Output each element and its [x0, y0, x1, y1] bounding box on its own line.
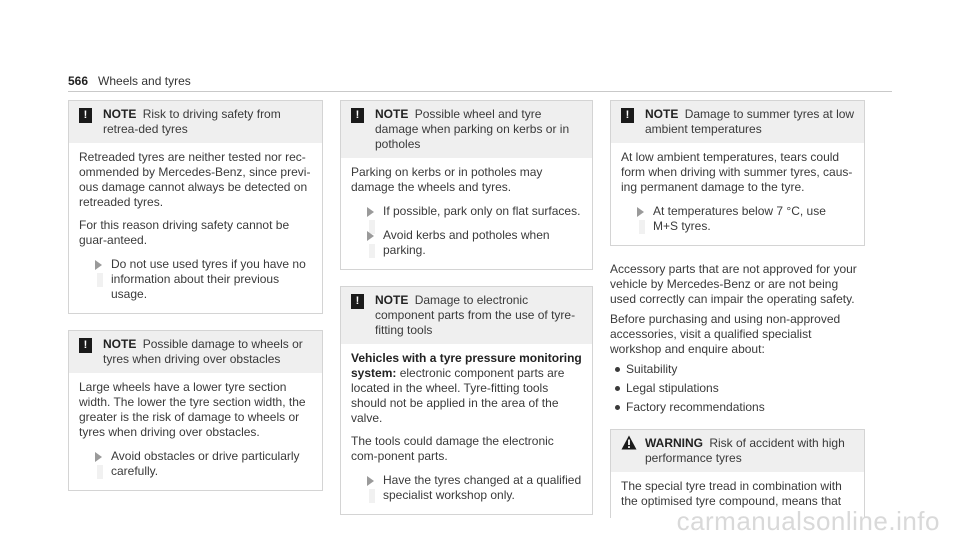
body-paragraph: Accessory parts that are not approved for your vehicle by Mercedes-Benz or are not being used correctly can impair the operating safety. — [610, 262, 857, 306]
instruction-step — [351, 204, 582, 219]
step-text: Have the tyres changed at a qualified specialist workshop only. — [383, 473, 582, 502]
list-item-text: Suitability — [626, 362, 678, 376]
vehicle-condition-label: Vehicles with a tyre pressure monitoring system: — [351, 351, 582, 380]
page-number: 566 — [68, 74, 89, 88]
step-marker — [369, 489, 375, 503]
note-title: Possible wheel and tyre damage when parking on kerbs or in potholes — [375, 107, 570, 151]
arrow-right-icon — [637, 207, 644, 217]
warning-triangle-icon — [621, 435, 637, 450]
note-label: NOTE — [375, 293, 409, 307]
instruction-step — [351, 473, 582, 503]
step-text: If possible, park only on flat surfaces. — [383, 204, 581, 218]
watermark: carmanualsonline.info — [676, 506, 940, 536]
note-label: NOTE — [375, 107, 409, 121]
instruction-step — [79, 257, 312, 302]
note-header — [341, 287, 592, 344]
list-item — [610, 381, 865, 396]
warning-title: Risk of accident with high performance tyres — [645, 436, 845, 465]
note-header — [69, 331, 322, 373]
note-title: Risk to driving safety from retrea-ded tyres — [103, 107, 281, 136]
bullet-icon — [615, 367, 620, 372]
note-label: NOTE — [103, 337, 137, 351]
note-paragraph: For this reason driving safety cannot be guar-anteed. — [79, 218, 290, 247]
note-paragraph: The tools could damage the electronic com-ponent parts. — [351, 434, 554, 463]
list-item — [610, 362, 865, 377]
warning-label: WARNING — [645, 436, 703, 450]
note-body — [611, 143, 864, 245]
note-body — [69, 143, 322, 313]
step-text: Avoid obstacles or drive particularly carefully. — [111, 449, 300, 478]
step-marker — [639, 220, 645, 234]
enquiry-list — [610, 362, 865, 415]
page-header — [68, 74, 191, 89]
bullet-icon — [615, 405, 620, 410]
list-item — [610, 400, 865, 415]
note-summer-tyres — [610, 100, 865, 246]
exclamation-icon: ! — [79, 338, 92, 353]
step-text: At temperatures below 7 °C, use M+S tyres. — [653, 204, 826, 233]
arrow-right-icon — [95, 260, 102, 270]
note-obstacles — [68, 330, 323, 491]
step-marker — [97, 465, 103, 479]
step-marker — [369, 244, 375, 258]
header-divider — [68, 91, 892, 92]
note-paragraph-text: electronic component parts are located in the wheel. Tyre-fitting tools should not be applied in the area of the valve. — [351, 366, 565, 425]
instruction-step — [351, 228, 582, 258]
list-item-text: Legal stipulations — [626, 381, 719, 395]
column-1 — [68, 100, 323, 507]
instruction-step — [79, 449, 312, 479]
note-paragraph: Large wheels have a lower tyre section width. The lower the tyre section width, the greater is the risk of damage to wheels or tyres when driving over obstacles. — [79, 380, 306, 439]
column-2 — [340, 100, 593, 531]
instruction-step — [621, 204, 854, 234]
step-text: Do not use used tyres if you have no information about their previous usage. — [111, 257, 306, 301]
note-title: Damage to summer tyres at low ambient temperatures — [645, 107, 855, 136]
arrow-right-icon — [367, 207, 374, 217]
note-header — [611, 101, 864, 143]
note-label: NOTE — [645, 107, 679, 121]
note-paragraph: Retreaded tyres are neither tested nor rec-ommended by Mercedes-Benz, since previ-ous damage cannot always be detected on retreaded tyres. — [79, 150, 311, 209]
note-header — [341, 101, 592, 158]
note-body — [341, 344, 592, 514]
note-paragraph: Parking on kerbs or in potholes may damage the wheels and tyres. — [351, 165, 543, 194]
warning-high-performance-tyres — [610, 429, 865, 518]
note-label: NOTE — [103, 107, 137, 121]
exclamation-icon: ! — [79, 108, 92, 123]
body-paragraph: Before purchasing and using non-approved accessories, visit a qualified specialist workshop and enquire about: — [610, 312, 841, 356]
note-paragraph — [351, 351, 582, 426]
note-paragraph: At low ambient temperatures, tears could form when driving with summer tyres, caus-ing permanent damage to the tyre. — [621, 150, 853, 194]
warning-paragraph: The special tyre tread in combination with the optimised tyre compound, means that — [621, 479, 842, 508]
arrow-right-icon — [367, 476, 374, 486]
bullet-icon — [615, 386, 620, 391]
note-kerbs-potholes — [340, 100, 593, 270]
note-header — [69, 101, 322, 143]
column-3 — [610, 100, 865, 518]
section-title: Wheels and tyres — [98, 74, 191, 88]
note-title: Damage to electronic component parts from the use of tyre-fitting tools — [375, 293, 576, 337]
exclamation-icon: ! — [621, 108, 634, 123]
exclamation-icon: ! — [351, 294, 364, 309]
list-item-text: Factory recommendations — [626, 400, 765, 414]
note-body — [341, 158, 592, 269]
step-marker — [97, 273, 103, 287]
step-text: Avoid kerbs and potholes when parking. — [383, 228, 550, 257]
note-body — [69, 373, 322, 490]
warning-header — [611, 430, 864, 472]
exclamation-icon: ! — [351, 108, 364, 123]
note-retreaded-tyres — [68, 100, 323, 314]
note-title: Possible damage to wheels or tyres when driving over obstacles — [103, 337, 303, 366]
note-tyre-fitting-tools — [340, 286, 593, 515]
arrow-right-icon — [95, 452, 102, 462]
accessory-text — [610, 262, 865, 415]
arrow-right-icon — [367, 231, 374, 241]
